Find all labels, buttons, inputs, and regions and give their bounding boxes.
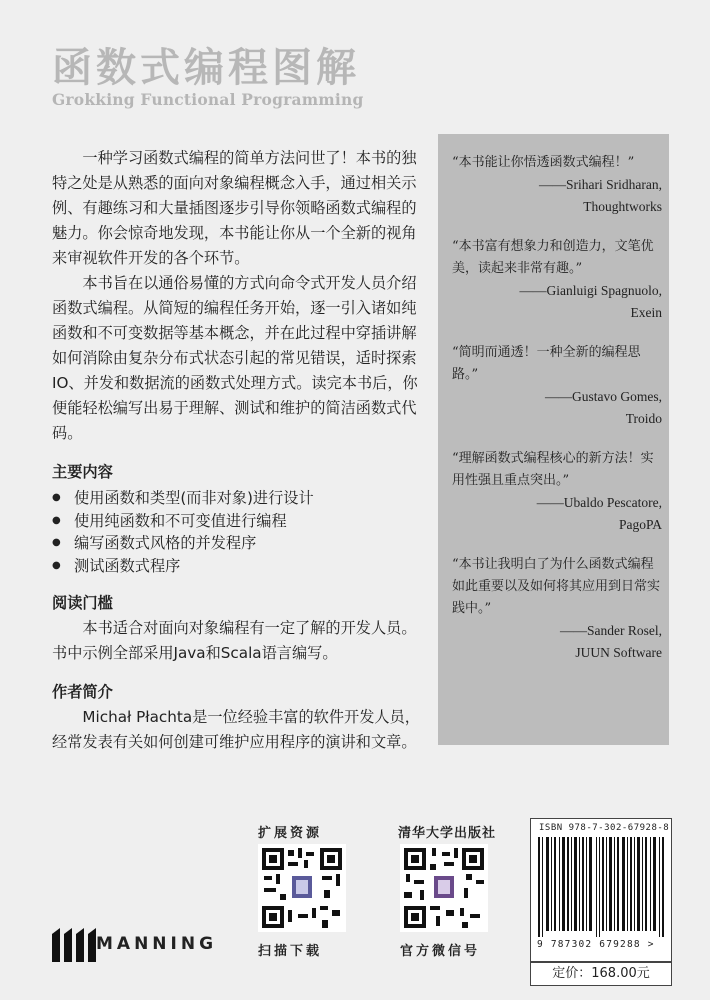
publisher-logo-text: MANNING xyxy=(96,934,218,954)
qr-code-resources[interactable] xyxy=(258,844,346,932)
intro-paragraph-1: 一种学习函数式编程的简单方法问世了！本书的独特之处是从熟悉的面向对象编程概念入手，通过相关示例、有趣练习和大量插图逐步引导你领略函数式编程的魅力。你会惊奇地发现，本书能让你从一个全新的视角来审视软件开发的各个环节。 xyxy=(52,149,417,267)
endorsement-author: ——Srihari Sridharan, xyxy=(539,177,662,192)
endorsement-company: Exein xyxy=(630,305,662,320)
endorsement-author: ——Sander Rosel, xyxy=(560,623,662,638)
endorsement-company: Troido xyxy=(625,411,662,426)
author-text: Michał Płachta是一位经验丰富的软件开发人员，经常发表有关如何创建可维护应用程序的演讲和文章。 xyxy=(52,708,420,751)
isbn-number: ISBN 978-7-302-67928-8 xyxy=(539,823,670,833)
contents-item: ● 使用函数和类型(而非对象)进行设计 xyxy=(52,487,424,510)
endorsement-text: “本书能让你悟透函数式编程！” xyxy=(452,155,635,170)
qr-wechat-label: 官方微信号 xyxy=(400,944,481,959)
endorsement-author: ——Gustavo Gomes, xyxy=(545,389,662,404)
endorsement-text: “本书富有想象力和创造力，文笔优美，读起来非常有趣。” xyxy=(452,239,654,276)
barcode-digits: 9 787302 679288 > xyxy=(537,939,655,950)
qr-code-wechat[interactable] xyxy=(400,844,488,932)
contents-list xyxy=(52,487,424,577)
contents-item: ● 使用纯函数和不可变值进行编程 xyxy=(52,510,424,533)
intro-paragraph-2: 本书旨在以通俗易懂的方式向命令式开发人员介绍函数式编程。从简短的编程任务开始，逐一引入诸如纯函数和不可变数据等基本概念，并在此过程中穿插讲解如何消除由复杂分布式状态引起的常见错误，适时探索IO、并发和数据流的函数式处理方式。读完本书后，你便能轻松编写出易于理解、测试和维护的简洁函数式代码。 xyxy=(52,274,418,442)
qr-resources-label: 扩展资源 xyxy=(258,826,323,841)
endorsements-panel xyxy=(438,134,669,745)
description-column xyxy=(52,146,424,755)
endorsement xyxy=(452,554,662,664)
barcode-icon xyxy=(538,837,664,937)
endorsement xyxy=(452,342,662,430)
endorsement xyxy=(452,236,662,324)
endorsement-text: “本书让我明白了为什么函数式编程如此重要以及如何将其应用到日常实践中。” xyxy=(452,557,661,616)
publisher-name-label: 清华大学出版社 xyxy=(398,826,497,841)
price-label: 定价：168.00元 xyxy=(530,962,672,986)
endorsement-text: “简明而通透！一种全新的编程思路。” xyxy=(452,345,641,382)
endorsement-author: ——Gianluigi Spagnuolo, xyxy=(519,283,662,298)
endorsement xyxy=(452,152,662,218)
isbn-barcode xyxy=(530,818,672,962)
book-title-chinese: 函数式编程图解 xyxy=(52,45,360,91)
endorsement-company: Thoughtworks xyxy=(583,199,662,214)
book-title-english: Grokking Functional Programming xyxy=(52,90,364,109)
endorsement-text: “理解函数式编程核心的新方法！实用性强且重点突出。” xyxy=(452,451,654,488)
contents-item: ● 编写函数式风格的并发程序 xyxy=(52,532,424,555)
contents-heading: 主要内容 xyxy=(52,463,113,481)
endorsement-company: JUUN Software xyxy=(575,645,662,660)
qr-download-label: 扫描下载 xyxy=(258,944,323,959)
reading-text: 本书适合对面向对象编程有一定了解的开发人员。书中示例全部采用Java和Scala语言编写。 xyxy=(52,619,417,662)
author-heading: 作者简介 xyxy=(52,683,113,701)
endorsement-author: ——Ubaldo Pescatore, xyxy=(536,495,662,510)
reading-heading: 阅读门槛 xyxy=(52,594,113,612)
endorsement xyxy=(452,448,662,536)
contents-item: ● 测试函数式程序 xyxy=(52,555,424,578)
manning-logo-icon xyxy=(52,928,96,962)
endorsement-company: PagoPA xyxy=(618,517,662,532)
